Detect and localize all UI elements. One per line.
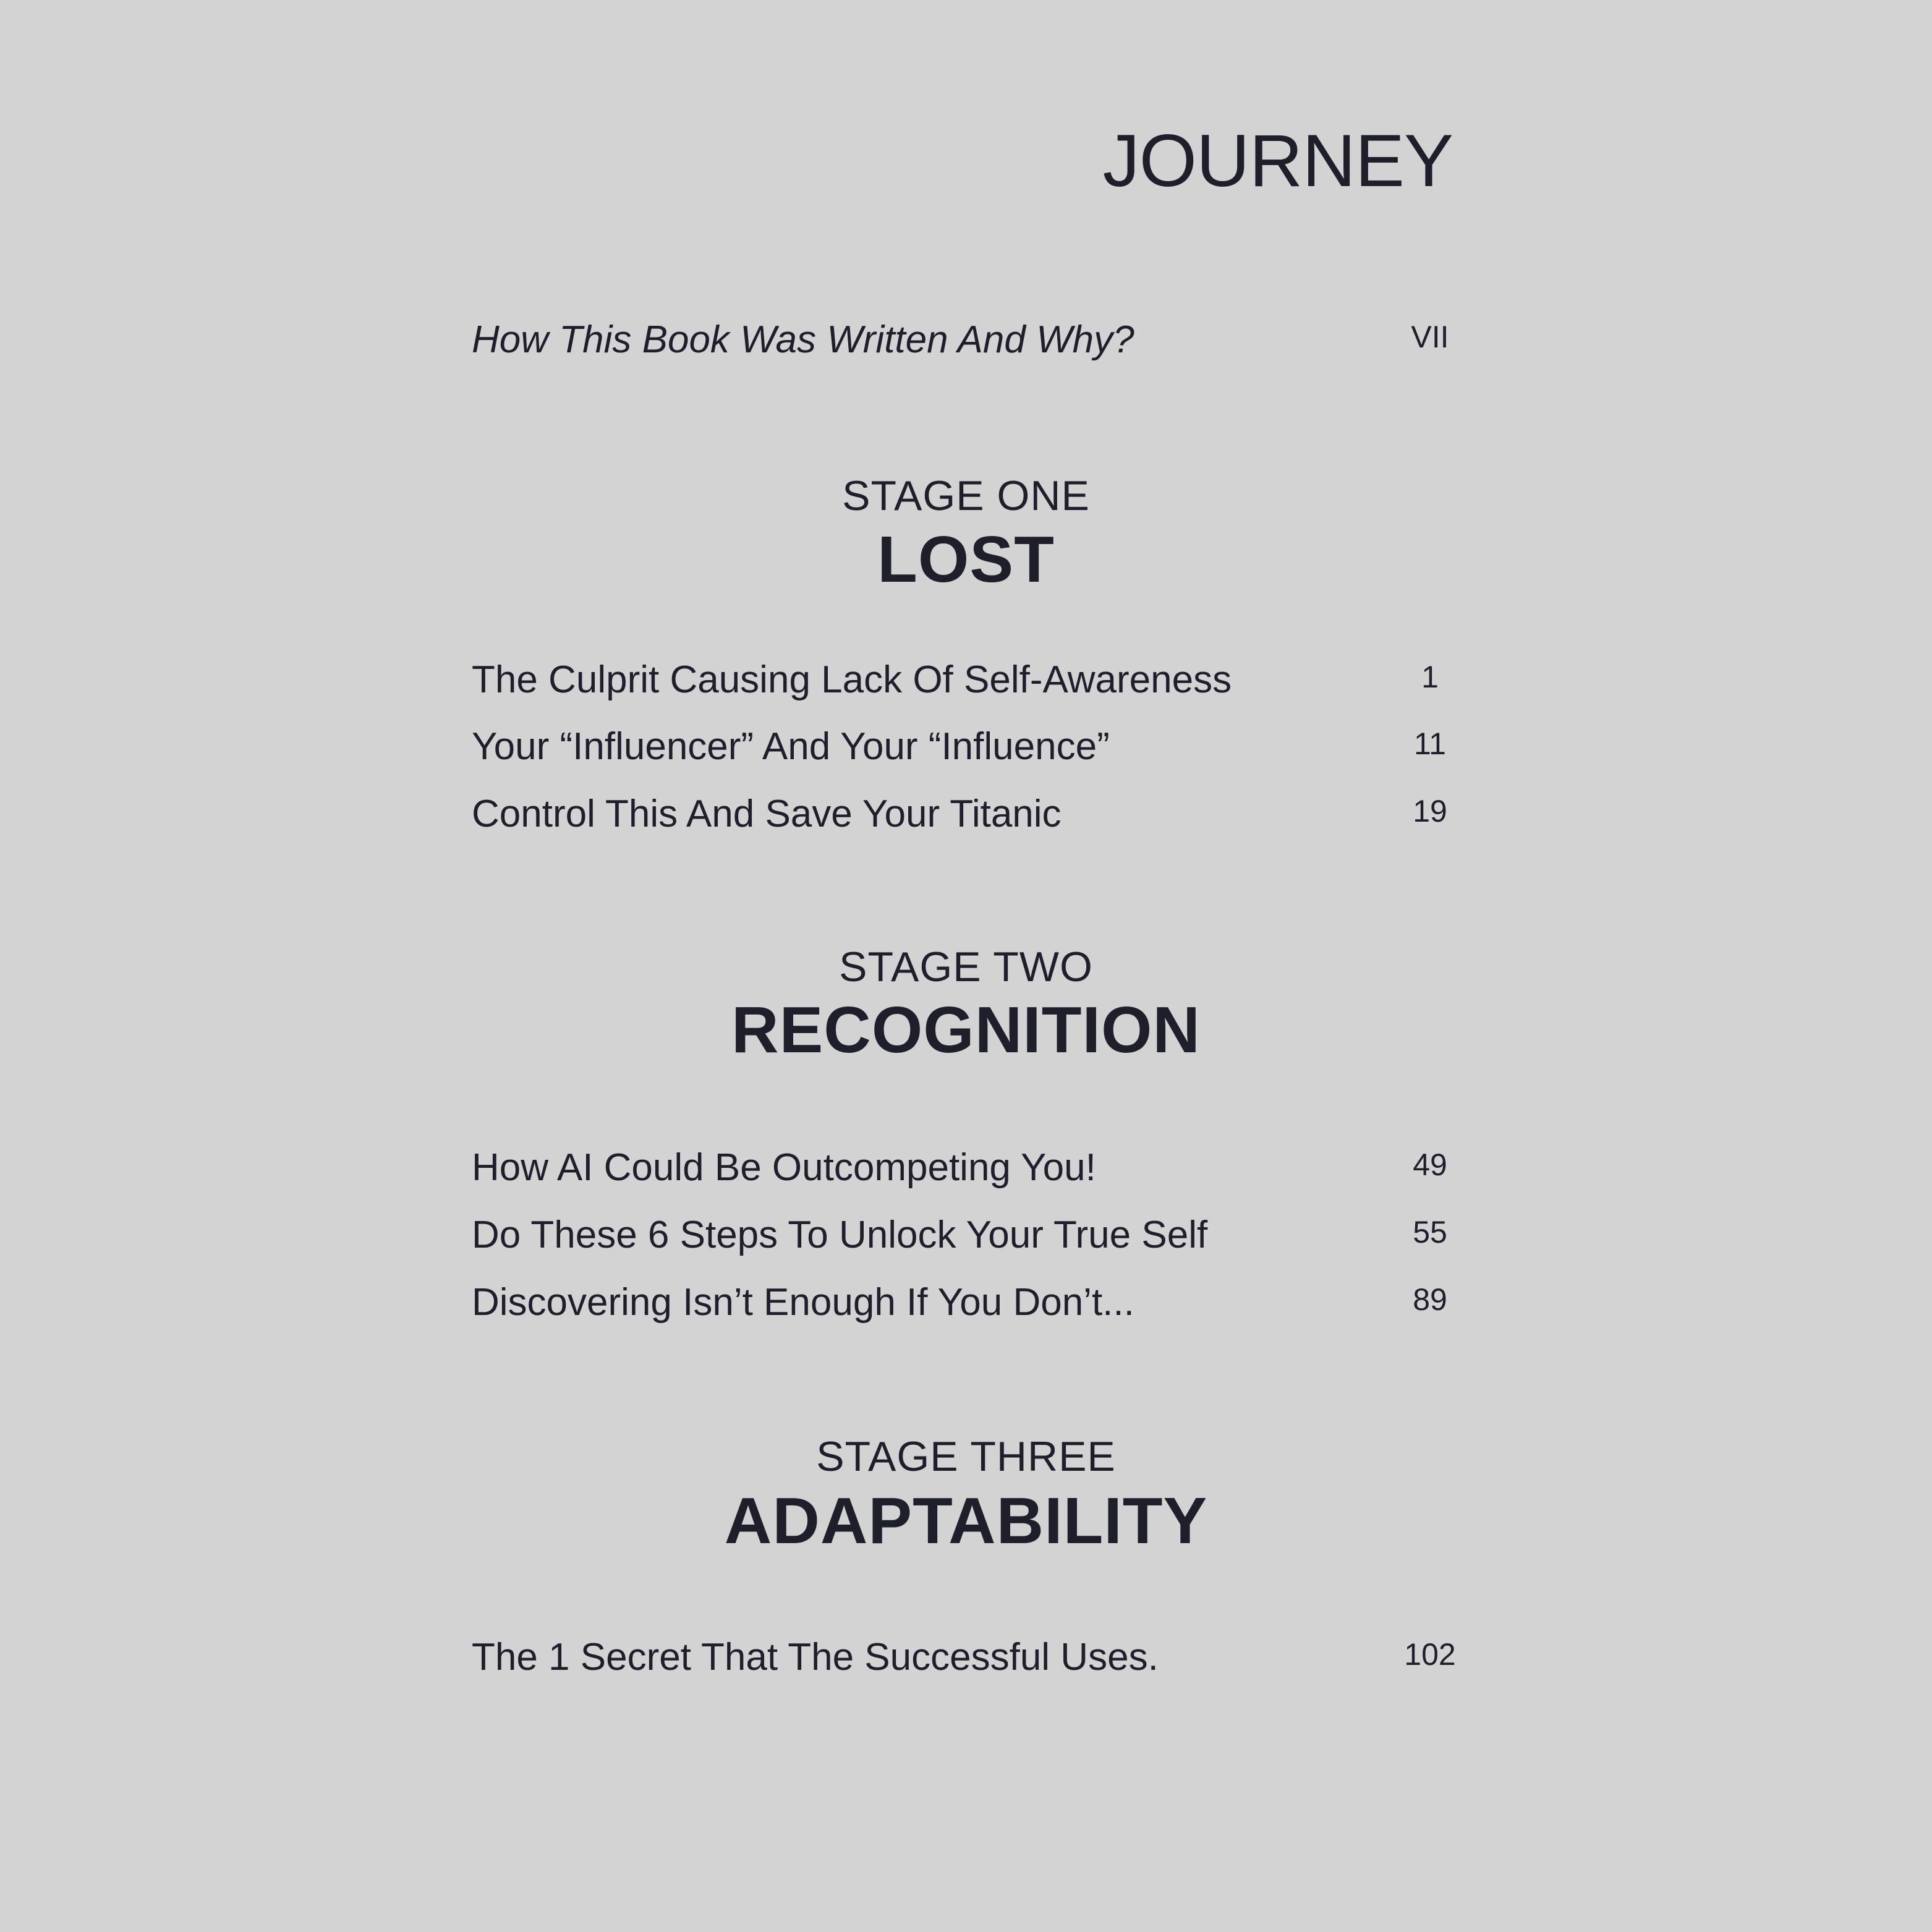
toc-entry-title: How This Book Was Written And Why? <box>472 318 1134 361</box>
toc-entry-intro[interactable] <box>472 312 1456 368</box>
toc-entry[interactable] <box>472 1207 1456 1263</box>
toc-entry-page: 102 <box>1404 1637 1456 1672</box>
toc-entry-title: The 1 Secret That The Successful Uses. <box>472 1636 1159 1679</box>
toc-entry-title: Control This And Save Your Titanic <box>472 793 1062 835</box>
toc-entry[interactable] <box>472 1630 1456 1685</box>
toc-entry-page: 19 <box>1413 794 1447 828</box>
toc-entry-page: 89 <box>1413 1282 1447 1317</box>
stage-three-name: ADAPTABILITY <box>724 1484 1208 1557</box>
stage-three-label: STAGE THREE <box>816 1433 1116 1480</box>
stage-two-name: RECOGNITION <box>731 994 1201 1066</box>
toc-entry-page: VII <box>1411 320 1449 354</box>
toc-entry-title: The Culprit Causing Lack Of Self-Awareness <box>472 658 1232 701</box>
page-title: JOURNEY <box>1102 119 1453 202</box>
toc-entry[interactable] <box>472 652 1456 708</box>
toc-entry-title: How AI Could Be Outcompeting You! <box>472 1146 1096 1189</box>
toc-entry[interactable] <box>472 1140 1456 1196</box>
toc-entry-title: Discovering Isn’t Enough If You Don’t... <box>472 1281 1134 1324</box>
toc-entry-page: 49 <box>1413 1147 1447 1182</box>
toc-entry[interactable] <box>472 719 1456 775</box>
toc-entry-page: 55 <box>1413 1215 1447 1249</box>
toc-entry-page: 1 <box>1421 660 1439 694</box>
toc-entry[interactable] <box>472 786 1456 842</box>
toc-entry-title: Do These 6 Steps To Unlock Your True Self <box>472 1214 1208 1256</box>
toc-entry[interactable] <box>472 1275 1456 1330</box>
stage-two-label: STAGE TWO <box>839 943 1093 990</box>
toc-entry-title: Your “Influencer” And Your “Influence” <box>472 725 1110 768</box>
stage-one-label: STAGE ONE <box>842 472 1090 519</box>
toc-entry-page: 11 <box>1414 726 1446 761</box>
stage-one-name: LOST <box>877 523 1055 596</box>
